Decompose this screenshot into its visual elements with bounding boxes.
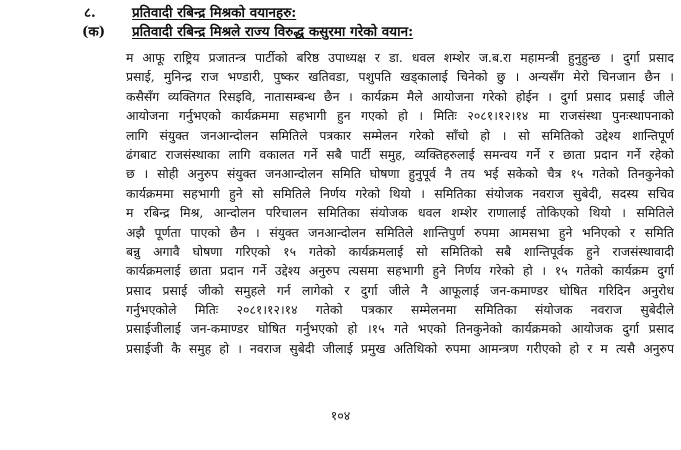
body-line: ढंगबाट राजसंस्थाका लागि वकालत गर्ने सबै पार्टी समुह, व्यक्तिहरुलाई समन्वय गर्ने र छाता प्रदान गर्ने रहेको	[126, 146, 674, 162]
subsection-number: (क)	[82, 24, 106, 40]
body-line: कसैसँग व्यक्तिगत रिसइवि, नातासम्बन्ध छैन । कार्यक्रम मैले आयोजना गरेको होईन । दुर्गा प्रसाद प्रसाई जीले	[126, 88, 674, 104]
body-line: लागि संयुक्त जनआन्दोलन समितिले पत्रकार सम्मेलन गरेको साँचो हो । सो समितिको उद्देश्य शान्तिपूर्ण	[126, 127, 674, 143]
body-line: प्रसाई, मुनिन्द्र राज भण्डारी, पुष्कर खतिवडा, पशुपति खड्कालाई चिनेको छु । अन्यसँग मेरो चिनजान छैन ।	[126, 69, 674, 85]
body-line: कार्यक्रमलाई छाता प्रदान गर्ने उद्देश्य अनुरुप त्यसमा सहभागी हुने निर्णय गरेको हो । १५ गतेको कार्यक्रम दुर्गा	[126, 263, 674, 279]
body-line: बन्नु अगावै घोषणा गरिएको १५ गतेको कार्यक्रमलाई सो समितिको सबै शान्तिपूर्वक हुने राजसंस्थावादी	[126, 243, 674, 259]
body-line: आयोजना गर्नुभएको कार्यक्रममा सहभागी हुन गएको हो । मितिः २०८१।१२।१४ मा राजसंस्था पुनःस्थापनाको	[126, 108, 674, 124]
section-number: ८.	[84, 5, 96, 21]
body-line: छ । सोही अनुरुप संयुक्त जनआन्दोलन समिति घोषणा हुनुपूर्व नै तय भई सकेको चैत्र १५ गतेको तिनकुनेको	[126, 166, 674, 182]
page-number: १०४	[330, 408, 351, 423]
body-line: प्रसाईजी कै समुह हो । नवराज सुबेदी जीलाई प्रमुख अतिथिको रुपमा आमन्त्रण गरीएको हो र म त्यसै अनुरुप	[126, 340, 674, 356]
statement-body	[126, 48, 674, 358]
subsection-title: प्रतिवादी रबिन्द्र मिश्रले राज्य विरुद्ध कसुरमा गरेको वयान:	[132, 24, 414, 40]
body-line: प्रसाद प्रसाई जीको समुहले गर्न लागेको र दुर्गा जीले नै आफूलाई जन-कमाण्डर घोषित गरिदिन अनुरोध	[126, 282, 674, 298]
body-line: म रबिन्द्र मिश्र, आन्दोलन परिचालन समितिका संयोजक धवल शम्शेर राणालाई तोकिएको थियो । समितिले	[126, 205, 674, 221]
body-line: प्रसाईजीलाई जन-कमाण्डर घोषित गर्नुभएको हो ।१५ गते भएको तिनकुनेको कार्यक्रमको आयोजक दुर्गा प्रसाद	[126, 321, 674, 337]
section-title: प्रतिवादी रबिन्द्र मिश्रको वयानहरु:	[132, 5, 297, 21]
body-line: गर्नुभएकोले मितिः २०८१।१२।१४ गतेको पत्रकार सम्मेलनमा समितिका संयोजक नवराज सुबेदीले	[126, 302, 674, 318]
body-line: अझै पूर्णता पाएको छैन । संयुक्त जनआन्दोलन समितिले शान्तिपुर्ण रुपमा आमसभा हुने भनिएको र समिति	[126, 224, 674, 240]
body-line: कार्यक्रममा सहभागी हुने सो समितिले निर्णय गरेको थियो । समितिका संयोजक नवराज सुबेदी, सदस्य सचिव	[126, 185, 674, 201]
body-line: म आफू राष्ट्रिय प्रजातन्त्र पार्टीको बरिष्ठ उपाध्यक्ष र डा. धवल शम्शेर ज.ब.रा महामन्त्री हुनुहुन्छ । दुर्गा प्रसाद	[126, 50, 674, 65]
